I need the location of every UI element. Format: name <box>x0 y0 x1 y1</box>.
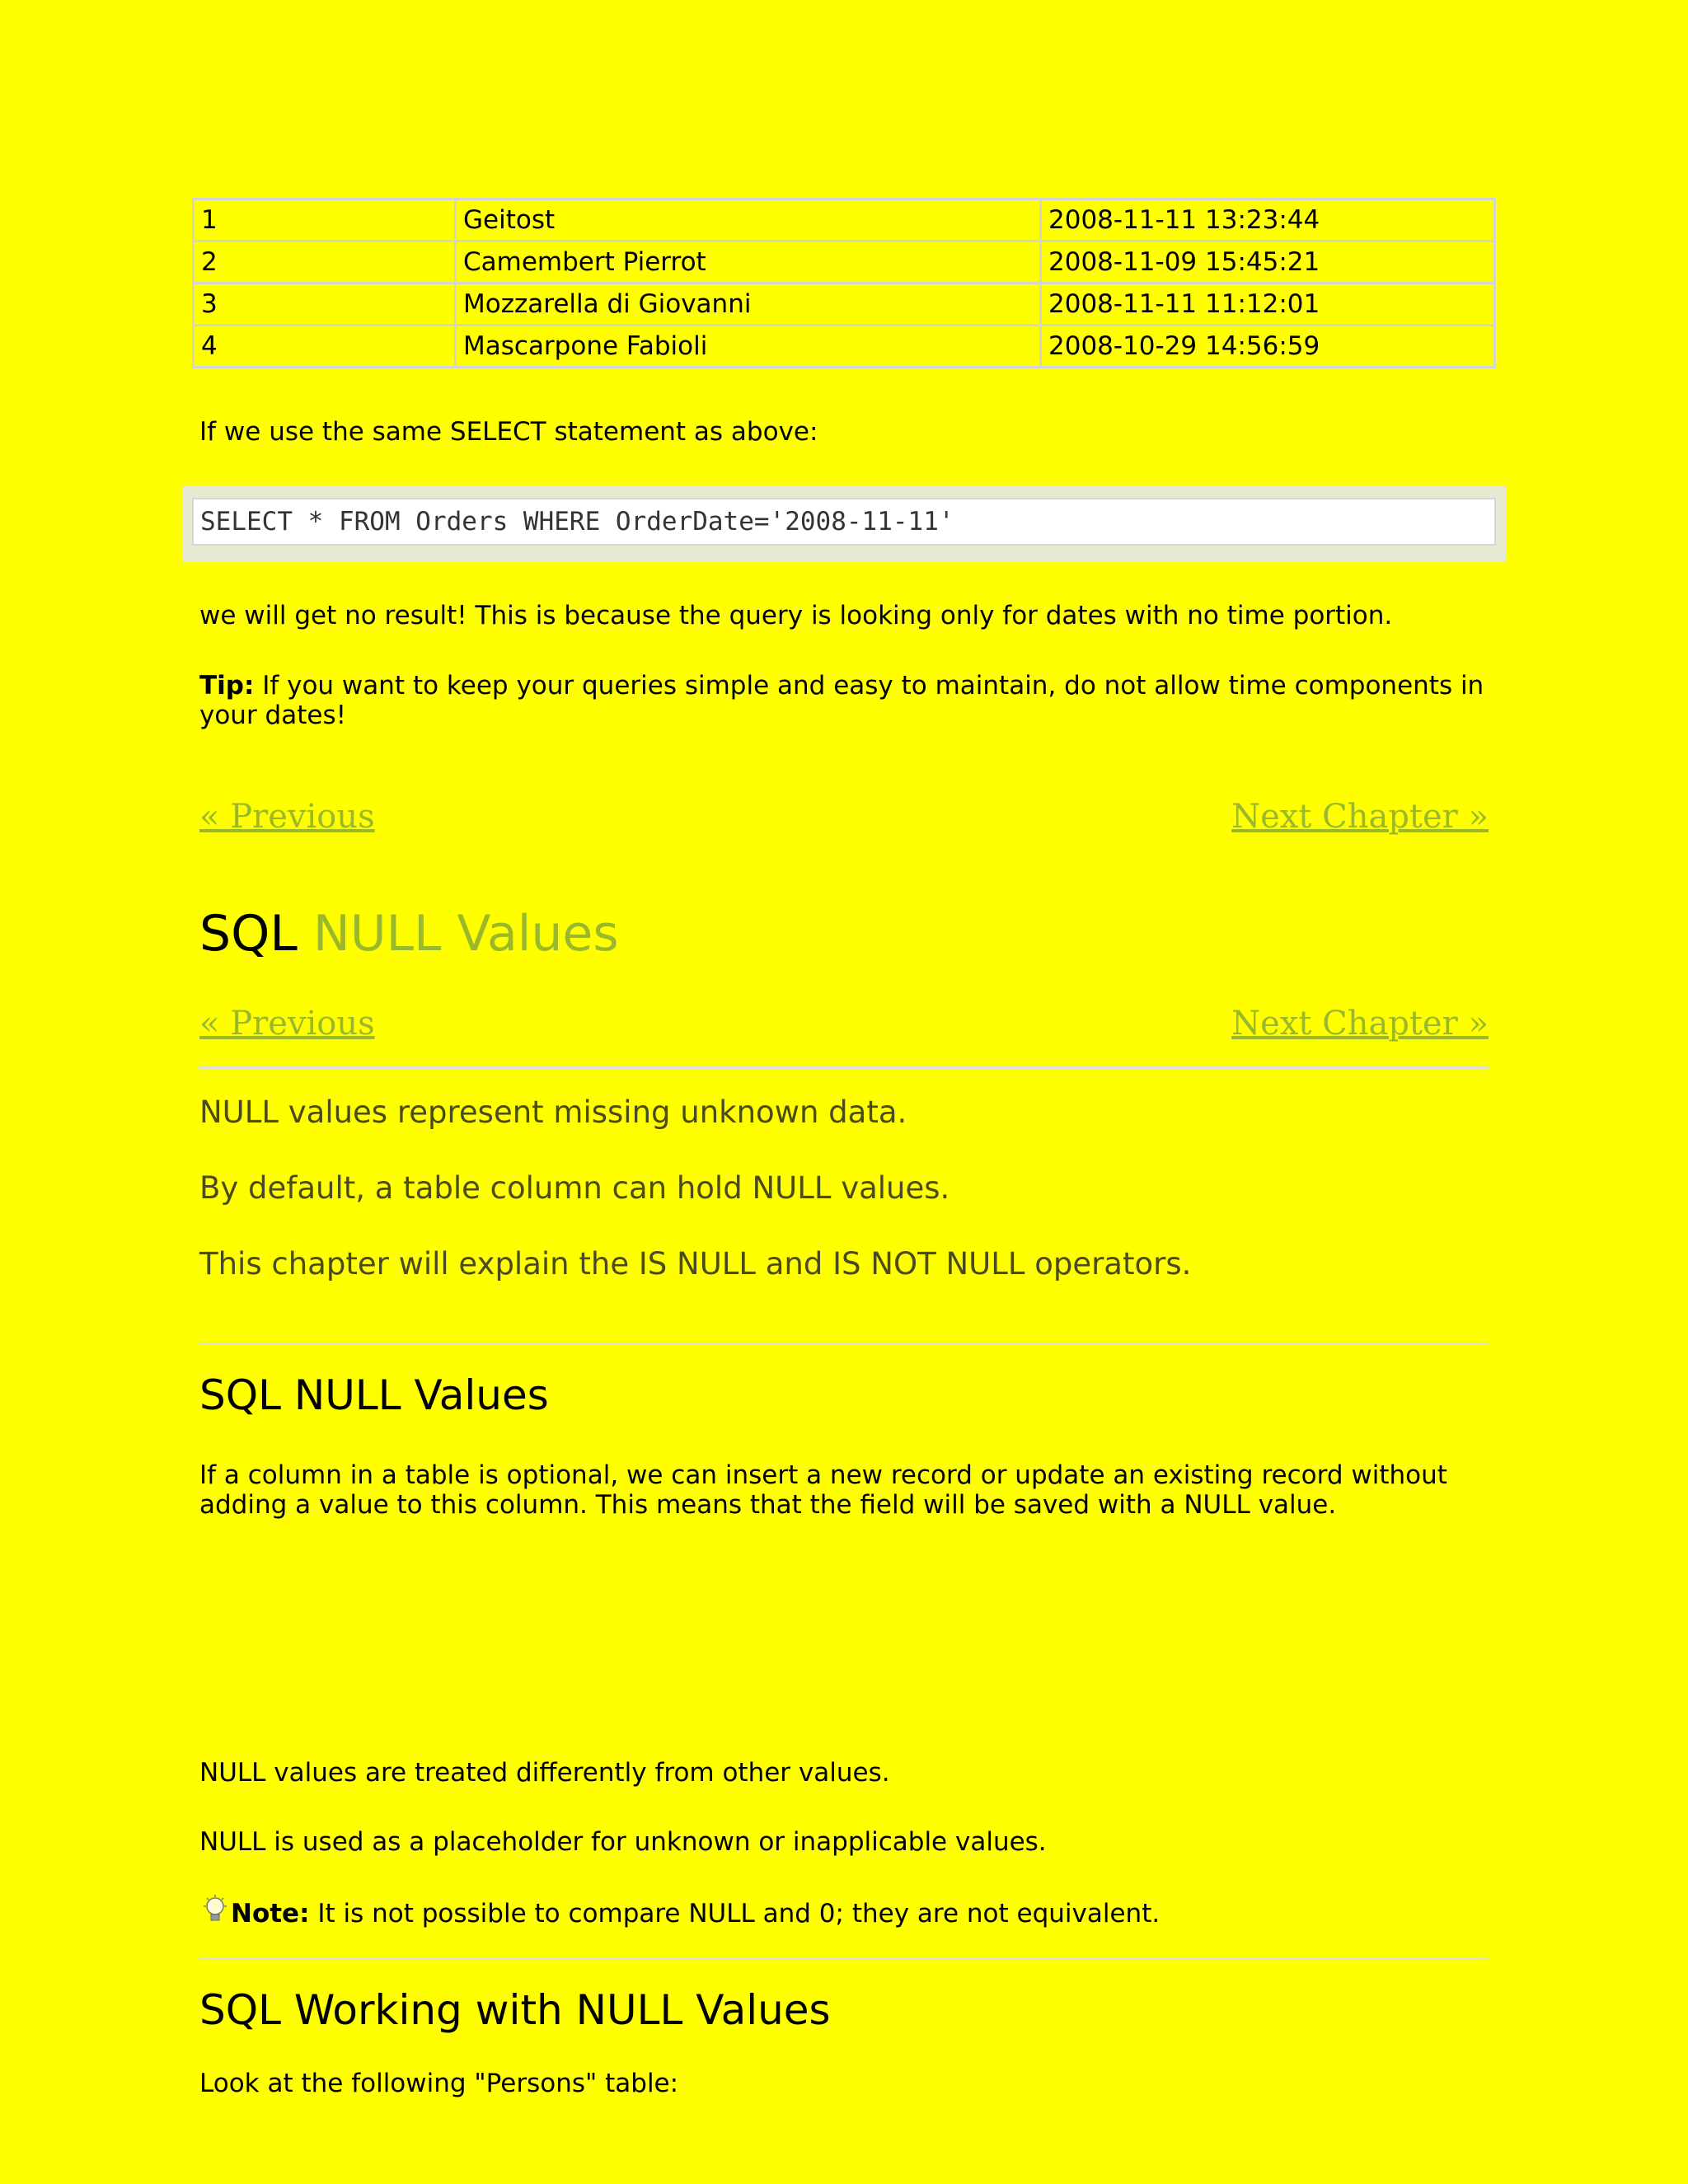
table-cell: 4 <box>194 326 456 368</box>
code-example-block <box>182 486 1506 562</box>
next-chapter-link[interactable]: Next Chapter » <box>1231 798 1489 836</box>
table-cell: 1 <box>194 199 456 241</box>
table-cell: Geitost <box>456 199 1041 241</box>
divider <box>199 1343 1489 1345</box>
tip-text: If you want to keep your queries simple and easy to maintain, do not allow time components in your dates! <box>199 671 1484 730</box>
table-cell: 2008-11-11 11:12:01 <box>1041 284 1495 326</box>
page-title <box>199 905 619 963</box>
divider <box>199 1066 1489 1069</box>
tip-label: Tip: <box>199 671 255 701</box>
code-example[interactable]: SELECT * FROM Orders WHERE OrderDate='2008-11-11' <box>192 498 1496 546</box>
section-paragraph: NULL values are treated differently from other values. <box>199 1758 890 1788</box>
same-select-text: If we use the same SELECT statement as above: <box>199 417 818 447</box>
table-cell: 2 <box>194 241 456 284</box>
table-cell: Mozzarella di Giovanni <box>456 284 1041 326</box>
table-row <box>194 241 1495 284</box>
section-paragraph: Look at the following "Persons" table: <box>199 2069 679 2098</box>
intro-line: This chapter will explain the IS NULL and IS NOT NULL operators. <box>199 1246 1192 1282</box>
previous-link[interactable]: « Previous <box>199 1005 375 1043</box>
note-label: Note: <box>231 1899 310 1929</box>
intro-line: NULL values represent missing unknown data. <box>199 1094 907 1130</box>
lightbulb-icon <box>199 1894 231 1933</box>
section-paragraph: NULL is used as a placeholder for unknown or inapplicable values. <box>199 1827 1047 1857</box>
intro-line: By default, a table column can hold NULL values. <box>199 1170 950 1206</box>
table-cell: 2008-11-11 13:23:44 <box>1041 199 1495 241</box>
orders-table <box>192 198 1496 368</box>
previous-link[interactable]: « Previous <box>199 798 375 836</box>
section-paragraph: If a column in a table is optional, we can insert a new record or update an existing record without adding a value to this column. This means that the field will be saved with a NULL value. <box>199 1460 1447 1520</box>
divider <box>199 1957 1489 1960</box>
no-result-text: we will get no result! This is because the query is looking only for dates with no time portion. <box>199 601 1393 630</box>
tip-paragraph <box>192 671 1489 730</box>
table-cell: 3 <box>194 284 456 326</box>
next-chapter-link[interactable]: Next Chapter » <box>1231 1005 1489 1043</box>
table-row <box>194 326 1495 368</box>
page-title-prefix: SQL <box>199 905 298 963</box>
table-row <box>194 284 1495 326</box>
note-text: It is not possible to compare NULL and 0; they are not equivalent. <box>309 1899 1160 1929</box>
section-heading: SQL NULL Values <box>199 1371 549 1419</box>
section-heading: SQL Working with NULL Values <box>199 1986 831 2034</box>
table-cell: 2008-11-09 15:45:21 <box>1041 241 1495 284</box>
main-content <box>192 198 1496 2098</box>
table-row <box>194 199 1495 241</box>
table-cell: Mascarpone Fabioli <box>456 326 1041 368</box>
table-cell: Camembert Pierrot <box>456 241 1041 284</box>
note-paragraph <box>192 1894 1160 1933</box>
page-title-accent: NULL Values <box>312 905 619 963</box>
table-cell: 2008-10-29 14:56:59 <box>1041 326 1495 368</box>
